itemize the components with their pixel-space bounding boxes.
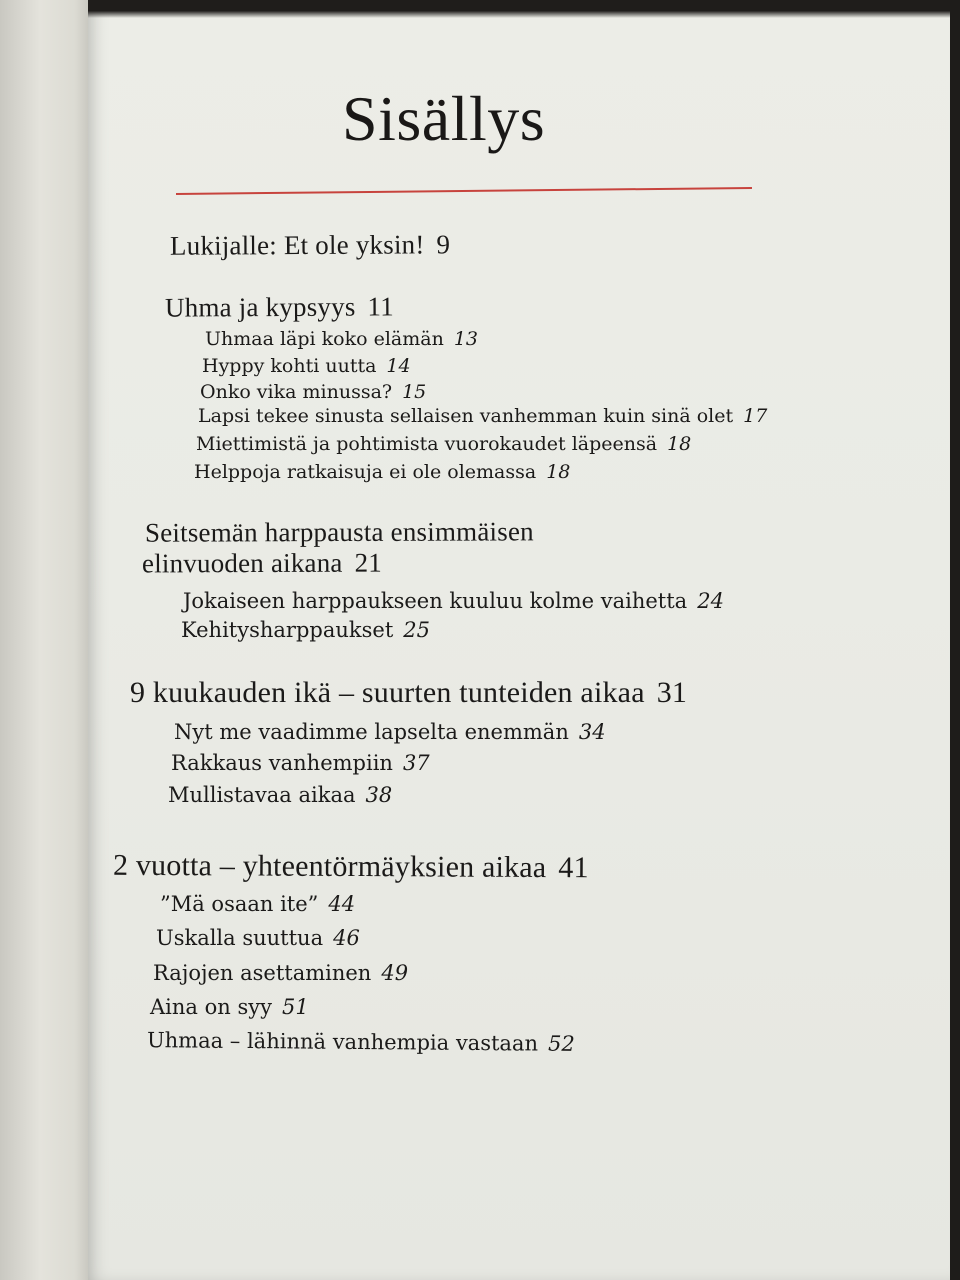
toc-page-number: 37 xyxy=(402,751,430,775)
toc-section-item xyxy=(205,328,478,350)
toc-entry-title: 9 kuukauden ikä – suurten tunteiden aikaa xyxy=(130,676,645,709)
toc-entry-title: Aina on syy xyxy=(150,995,272,1019)
toc-entry-title: Uhmaa läpi koko elämän xyxy=(205,328,444,350)
page-right-edge xyxy=(950,0,960,1280)
toc-chapter-uhma-ja-kypsyys xyxy=(165,291,394,323)
toc-page-number: 11 xyxy=(367,291,394,322)
toc-chapter-seitseman-harppausta-line2 xyxy=(142,548,382,580)
toc-entry-title: Helppoja ratkaisuja ei ole olemassa xyxy=(194,461,537,483)
toc-entry-title: Uskalla suuttua xyxy=(156,926,324,950)
toc-entry-title: Kehitysharppaukset xyxy=(181,618,394,642)
toc-entry-title: Lapsi tekee sinusta sellaisen vanhemman kuin sinä olet xyxy=(198,405,734,427)
toc-page-number: 51 xyxy=(281,995,309,1019)
toc-section-item xyxy=(171,751,430,775)
toc-page-number: 21 xyxy=(354,547,383,578)
toc-entry-title: Miettimistä ja pohtimista vuorokaudet läpeensä xyxy=(196,433,658,455)
toc-page-number: 13 xyxy=(453,328,479,350)
toc-page-number: 52 xyxy=(547,1031,575,1056)
page-title: Sisällys xyxy=(342,83,546,154)
toc-entry-title: Lukijalle: Et ole yksin! xyxy=(169,229,425,261)
toc-section-item xyxy=(174,720,606,744)
toc-entry-title: ”Mä osaan ite” xyxy=(160,892,319,916)
toc-page-number: 44 xyxy=(328,892,356,916)
toc-section-item xyxy=(196,433,691,455)
toc-section-item xyxy=(202,355,411,377)
toc-entry-title: Uhmaa – lähinnä vanhempia vastaan xyxy=(146,1028,539,1056)
toc-entry-title: Seitsemän harppausta ensimmäisen xyxy=(144,516,534,548)
toc-page-number: 24 xyxy=(697,589,724,613)
toc-entry-title: 2 vuotta – yhteentörmäyksien aikaa xyxy=(112,848,547,885)
toc-entry-title: Hyppy kohti uutta xyxy=(202,355,377,377)
toc-section-item xyxy=(181,618,430,642)
toc-section-item xyxy=(153,961,408,985)
toc-entry-title: Onko vika minussa? xyxy=(200,381,393,403)
toc-entry-title: Mullistavaa aikaa xyxy=(168,783,356,807)
toc-section-item xyxy=(168,783,392,807)
toc-page-number: 17 xyxy=(743,405,768,427)
toc-section-item xyxy=(194,461,570,483)
toc-page-number: 38 xyxy=(365,783,393,807)
toc-page-number: 31 xyxy=(656,676,688,709)
toc-page-number: 34 xyxy=(578,720,606,744)
toc-page-number: 18 xyxy=(667,433,692,455)
toc-section-item xyxy=(156,926,360,950)
toc-chapter-seitseman-harppausta xyxy=(145,516,534,548)
toc-page-number: 14 xyxy=(386,355,411,377)
toc-page-number: 25 xyxy=(403,618,430,642)
toc-entry-title: Rajojen asettaminen xyxy=(153,961,372,985)
toc-entry-title: Jokaiseen harppaukseen kuuluu kolme vaihetta xyxy=(183,589,688,613)
page-top-shadow xyxy=(88,0,950,18)
toc-entry-title: elinvuoden aikana xyxy=(141,547,343,579)
toc-chapter-9-kuukauden-ika xyxy=(130,676,687,710)
toc-entry-title: Rakkaus vanhempiin xyxy=(171,751,393,775)
toc-page-number: 9 xyxy=(436,229,451,260)
toc-section-item xyxy=(198,405,767,427)
toc-page-number: 41 xyxy=(558,851,589,885)
toc-entry-title: Uhma ja kypsyys xyxy=(164,291,356,323)
book-gutter xyxy=(0,0,100,1280)
toc-entry-title: Nyt me vaadimme lapselta enemmän xyxy=(174,720,569,744)
toc-section-item xyxy=(160,892,355,916)
toc-page-number: 49 xyxy=(381,961,409,985)
toc-section-item xyxy=(183,589,724,613)
toc-section-item xyxy=(150,995,309,1019)
toc-page-number: 18 xyxy=(546,461,571,483)
toc-section-item xyxy=(200,381,426,403)
toc-chapter-lukijalle xyxy=(170,229,450,261)
toc-page-number: 15 xyxy=(402,381,427,403)
toc-page-number: 46 xyxy=(333,926,360,950)
toc-section-item xyxy=(147,1028,575,1056)
toc-chapter-2-vuotta xyxy=(113,849,589,885)
